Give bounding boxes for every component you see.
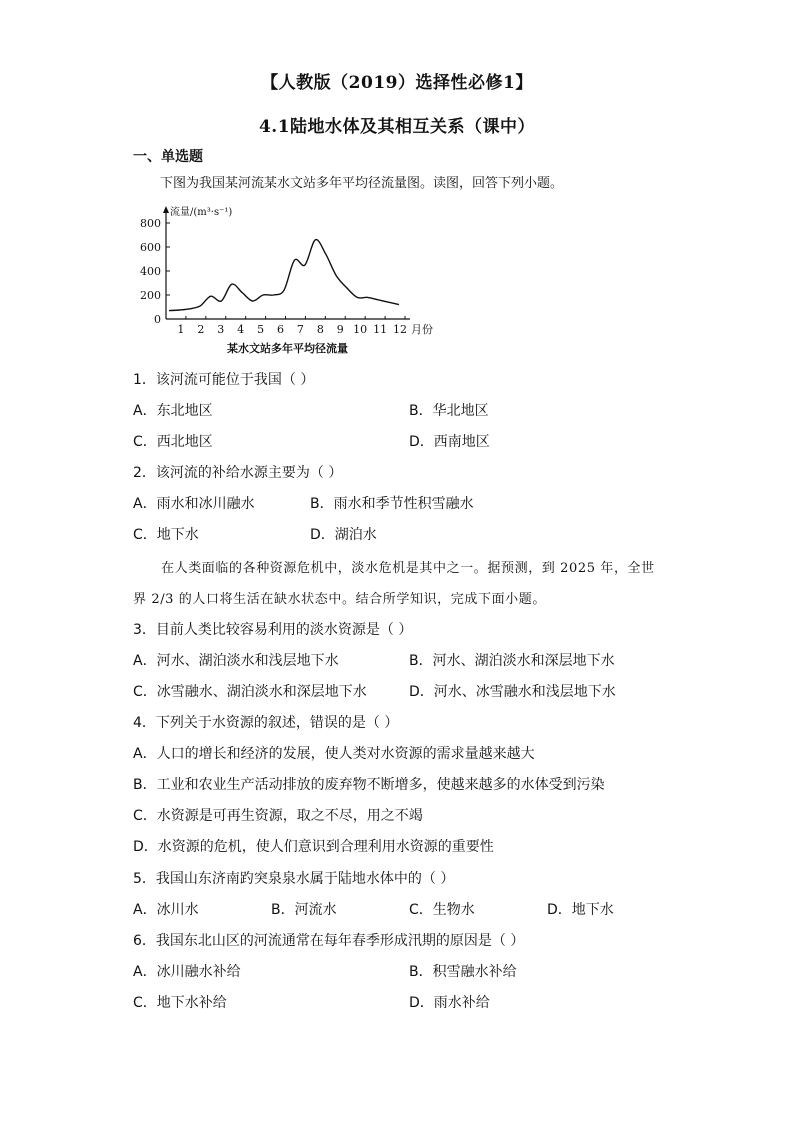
q5-option-a[interactable]: A．冰川水: [133, 902, 199, 918]
chart-title: 某水文站多年平均径流量: [227, 342, 348, 355]
x-tick-label: 12: [393, 323, 407, 336]
x-tick-label: 3: [217, 323, 225, 336]
question-3: 3．目前人类比较容易利用的淡水资源是（ ）: [133, 622, 413, 638]
question-4: 4．下列关于水资源的叙述，错误的是（ ）: [133, 715, 399, 731]
doc-subtitle: 4.1陆地水体及其相互关系（课中）: [258, 117, 536, 137]
x-tick-label: 10: [353, 323, 368, 336]
q2-option-b[interactable]: B．雨水和季节性积雪融水: [310, 496, 474, 512]
q2-option-a[interactable]: A．雨水和冰川融水: [133, 496, 255, 512]
question-1: 1．该河流可能位于我国（ ）: [133, 372, 315, 388]
q4-option-a[interactable]: A．人口的增长和经济的发展，使人类对水资源的需求量越来越大: [133, 746, 535, 762]
y-tick-label: 400: [140, 265, 161, 278]
y-axis-label: 流量/(m³·s⁻¹): [170, 207, 233, 218]
question-5: 5．我国山东济南趵突泉泉水属于陆地水体中的（ ）: [133, 871, 455, 887]
q4-option-d[interactable]: D．水资源的危机，使人们意识到合理利用水资源的重要性: [133, 839, 494, 855]
q4-option-c[interactable]: C．水资源是可再生资源，取之不尽，用之不竭: [133, 808, 423, 824]
q6-option-b[interactable]: B．积雪融水补给: [409, 964, 517, 980]
y-tick-label: 200: [140, 289, 161, 302]
x-tick-label: 6: [277, 323, 284, 336]
q3-option-a[interactable]: A．河水、湖泊淡水和浅层地下水: [133, 653, 339, 669]
x-tick-label: 9: [336, 323, 344, 336]
q4-option-b[interactable]: B．工业和农业生产活动排放的废弃物不断增多，使越来越多的水体受到污染: [133, 777, 605, 793]
q3-option-b[interactable]: B．河水、湖泊淡水和深层地下水: [409, 653, 615, 669]
q1-option-a[interactable]: A．东北地区: [133, 403, 213, 419]
material2-line2: 界 2/3 的人口将生活在缺水状态中。结合所学知识，完成下面小题。: [133, 592, 546, 607]
q6-option-a[interactable]: A．冰川融水补给: [133, 964, 241, 980]
question-2: 2．该河流的补给水源主要为（ ）: [133, 465, 343, 481]
x-tick-label: 2: [197, 323, 205, 336]
q2-option-c[interactable]: C．地下水: [133, 527, 199, 543]
runoff-series-line: [169, 240, 399, 311]
q1-option-d[interactable]: D．西南地区: [409, 434, 490, 450]
q5-option-d[interactable]: D．地下水: [547, 902, 614, 918]
x-tick-label: 11: [373, 323, 388, 336]
q1-option-c[interactable]: C．西北地区: [133, 434, 213, 450]
q5-option-c[interactable]: C．生物水: [409, 902, 475, 918]
x-axis-label: 月份: [411, 323, 433, 336]
y-axis-arrow: [163, 206, 169, 213]
q3-option-c[interactable]: C．冰雪融水、湖泊淡水和深层地下水: [133, 684, 367, 700]
x-tick-label: 4: [237, 323, 245, 336]
material2-line1: 在人类面临的各种资源危机中，淡水危机是其中之一。据预测，到 2025 年，全世: [161, 561, 655, 576]
x-tick-label: 5: [257, 323, 265, 336]
x-tick-label: 8: [316, 323, 324, 336]
y-tick-label: 0: [154, 313, 161, 326]
doc-title: 【人教版（2019）选择性必修1】: [261, 73, 533, 93]
y-tick-label: 800: [140, 217, 161, 230]
question-6: 6．我国东北山区的河流通常在每年春季形成汛期的原因是（ ）: [133, 933, 525, 949]
y-tick-label: 600: [140, 241, 161, 254]
q2-option-d[interactable]: D．湖泊水: [310, 527, 377, 543]
x-tick-label: 1: [177, 323, 185, 336]
q6-option-c[interactable]: C．地下水补给: [133, 995, 227, 1011]
q3-option-d[interactable]: D．河水、冰雪融水和浅层地下水: [409, 684, 616, 700]
q1-option-b[interactable]: B．华北地区: [409, 403, 489, 419]
q6-option-d[interactable]: D．雨水补给: [409, 995, 490, 1011]
runoff-chart: [130, 198, 433, 358]
material-intro: 下图为我国某河流某水文站多年平均径流量图。读图，回答下列小题。: [160, 176, 564, 191]
q5-option-b[interactable]: B．河流水: [271, 902, 337, 918]
x-tick-label: 7: [296, 323, 304, 336]
section-heading: 一、单选题: [133, 149, 203, 165]
